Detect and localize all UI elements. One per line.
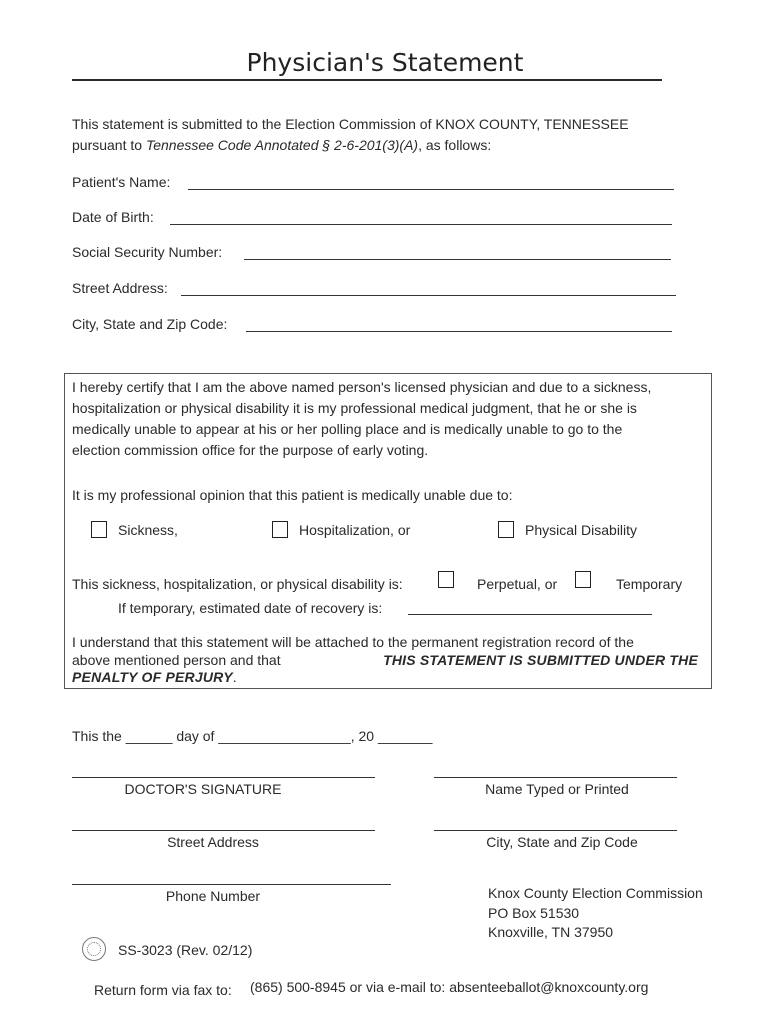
year-prefix-label: , 20 <box>350 728 375 744</box>
physical-disability-label: Physical Disability <box>525 522 638 538</box>
commission-city: Knoxville, TN 37950 <box>488 924 614 940</box>
duration-prompt: This sickness, hospitalization, or physical disability is: <box>72 576 403 592</box>
return-label: Return form via fax to: <box>94 982 232 998</box>
certification-statement <box>72 377 712 461</box>
name-typed-line[interactable] <box>434 777 677 778</box>
page-title: Physician's Statement <box>246 48 524 77</box>
doctor-street-address-line[interactable] <box>72 830 375 831</box>
street-address-field <box>72 280 678 300</box>
temporary-checkbox[interactable] <box>575 571 591 588</box>
patient-name-label: Patient's Name: <box>72 174 171 190</box>
doctor-signature-line[interactable] <box>72 777 375 778</box>
ssn-input-line[interactable] <box>244 259 671 260</box>
perjury-statement <box>72 634 698 687</box>
recovery-date-prompt: If temporary, estimated date of recovery is: <box>118 600 383 616</box>
day-of-label: day of <box>176 728 215 744</box>
city-state-zip-input-line[interactable] <box>246 331 672 332</box>
signature-date-line <box>72 726 432 747</box>
intro-suffix: , as follows: <box>418 137 492 153</box>
sickness-checkbox[interactable] <box>91 521 107 538</box>
patient-name-field <box>72 174 676 194</box>
title-underline <box>72 79 662 81</box>
city-state-zip-field <box>72 316 676 336</box>
name-typed-label: Name Typed or Printed <box>485 781 629 797</box>
street-address-input-line[interactable] <box>181 295 676 296</box>
commission-po-box: PO Box 51530 <box>488 904 580 921</box>
certification-line-1: I hereby certify that I am the above named person's licensed physician and due to a sickness, <box>72 379 652 395</box>
opinion-text: It is my professional opinion that this patient is medically unable due to: <box>72 487 513 503</box>
statute-citation: Tennessee Code Annotated § 2-6-201(3)(A) <box>145 137 419 153</box>
day-blank[interactable]: ______ <box>125 728 173 744</box>
hospitalization-checkbox[interactable] <box>272 521 288 538</box>
perpetual-checkbox[interactable] <box>438 571 454 588</box>
street-address-label: Street Address: <box>72 280 168 296</box>
perjury-line-1: I understand that this statement will be attached to the permanent registration record of the <box>72 634 634 650</box>
doctor-signature-label: DOCTOR'S SIGNATURE <box>124 781 282 797</box>
perjury-line-3-suffix: . <box>232 669 237 685</box>
perjury-line-2-prefix: above mentioned person and that <box>72 651 281 668</box>
certification-line-2: hospitalization or physical disability it is my professional medical judgment, that he or she is <box>72 400 637 416</box>
doctor-city-state-zip-line[interactable] <box>434 830 677 831</box>
recovery-date-input-line[interactable] <box>408 614 652 615</box>
doctor-city-state-zip-label: City, State and Zip Code <box>486 834 638 850</box>
county-seal-icon <box>82 937 106 961</box>
date-of-birth-input-line[interactable] <box>170 224 672 225</box>
perjury-line-2-prefix-wrap <box>72 652 334 670</box>
commission-address <box>488 884 703 943</box>
date-of-birth-field <box>72 209 676 229</box>
intro-prefix: pursuant to <box>72 137 146 153</box>
return-details: (865) 500-8945 or via e-mail to: absenteeballot@knoxcounty.org <box>250 979 649 995</box>
date-of-birth-label: Date of Birth: <box>72 209 154 225</box>
ssn-label: Social Security Number: <box>72 244 223 260</box>
sickness-label: Sickness, <box>118 522 178 538</box>
patient-name-input-line[interactable] <box>188 189 674 190</box>
intro-paragraph <box>72 114 712 156</box>
doctor-street-address-label: Street Address <box>167 834 259 850</box>
this-the-label: This the <box>72 728 122 744</box>
temporary-label: Temporary <box>616 576 683 592</box>
certification-line-3: medically unable to appear at his or her polling place and is medically unable to go to the <box>72 421 623 437</box>
ssn-field <box>72 244 676 264</box>
physical-disability-checkbox[interactable] <box>498 521 514 538</box>
intro-line-1: This statement is submitted to the Election Commission of KNOX COUNTY, TENNESSEE <box>72 116 629 132</box>
phone-number-label: Phone Number <box>165 888 261 904</box>
city-state-zip-label: City, State and Zip Code: <box>72 316 228 332</box>
perjury-line-3 <box>72 669 698 687</box>
year-blank[interactable]: _______ <box>377 728 433 744</box>
commission-name: Knox County Election Commission <box>488 885 703 901</box>
form-number: SS-3023 (Rev. 02/12) <box>118 942 253 958</box>
perjury-line-2-emphasis: THIS STATEMENT IS SUBMITTED UNDER THE <box>383 651 698 668</box>
perjury-line-2 <box>72 652 698 670</box>
month-blank[interactable]: _________________ <box>218 728 351 744</box>
intro-line-2 <box>72 135 712 156</box>
phone-number-line[interactable] <box>72 884 391 885</box>
perpetual-label: Perpetual, or <box>477 576 558 592</box>
certification-line-4: election commission office for the purpose of early voting. <box>72 442 429 458</box>
penalty-of-perjury: PENALTY OF PERJURY <box>72 669 233 685</box>
hospitalization-label: Hospitalization, or <box>299 522 411 538</box>
